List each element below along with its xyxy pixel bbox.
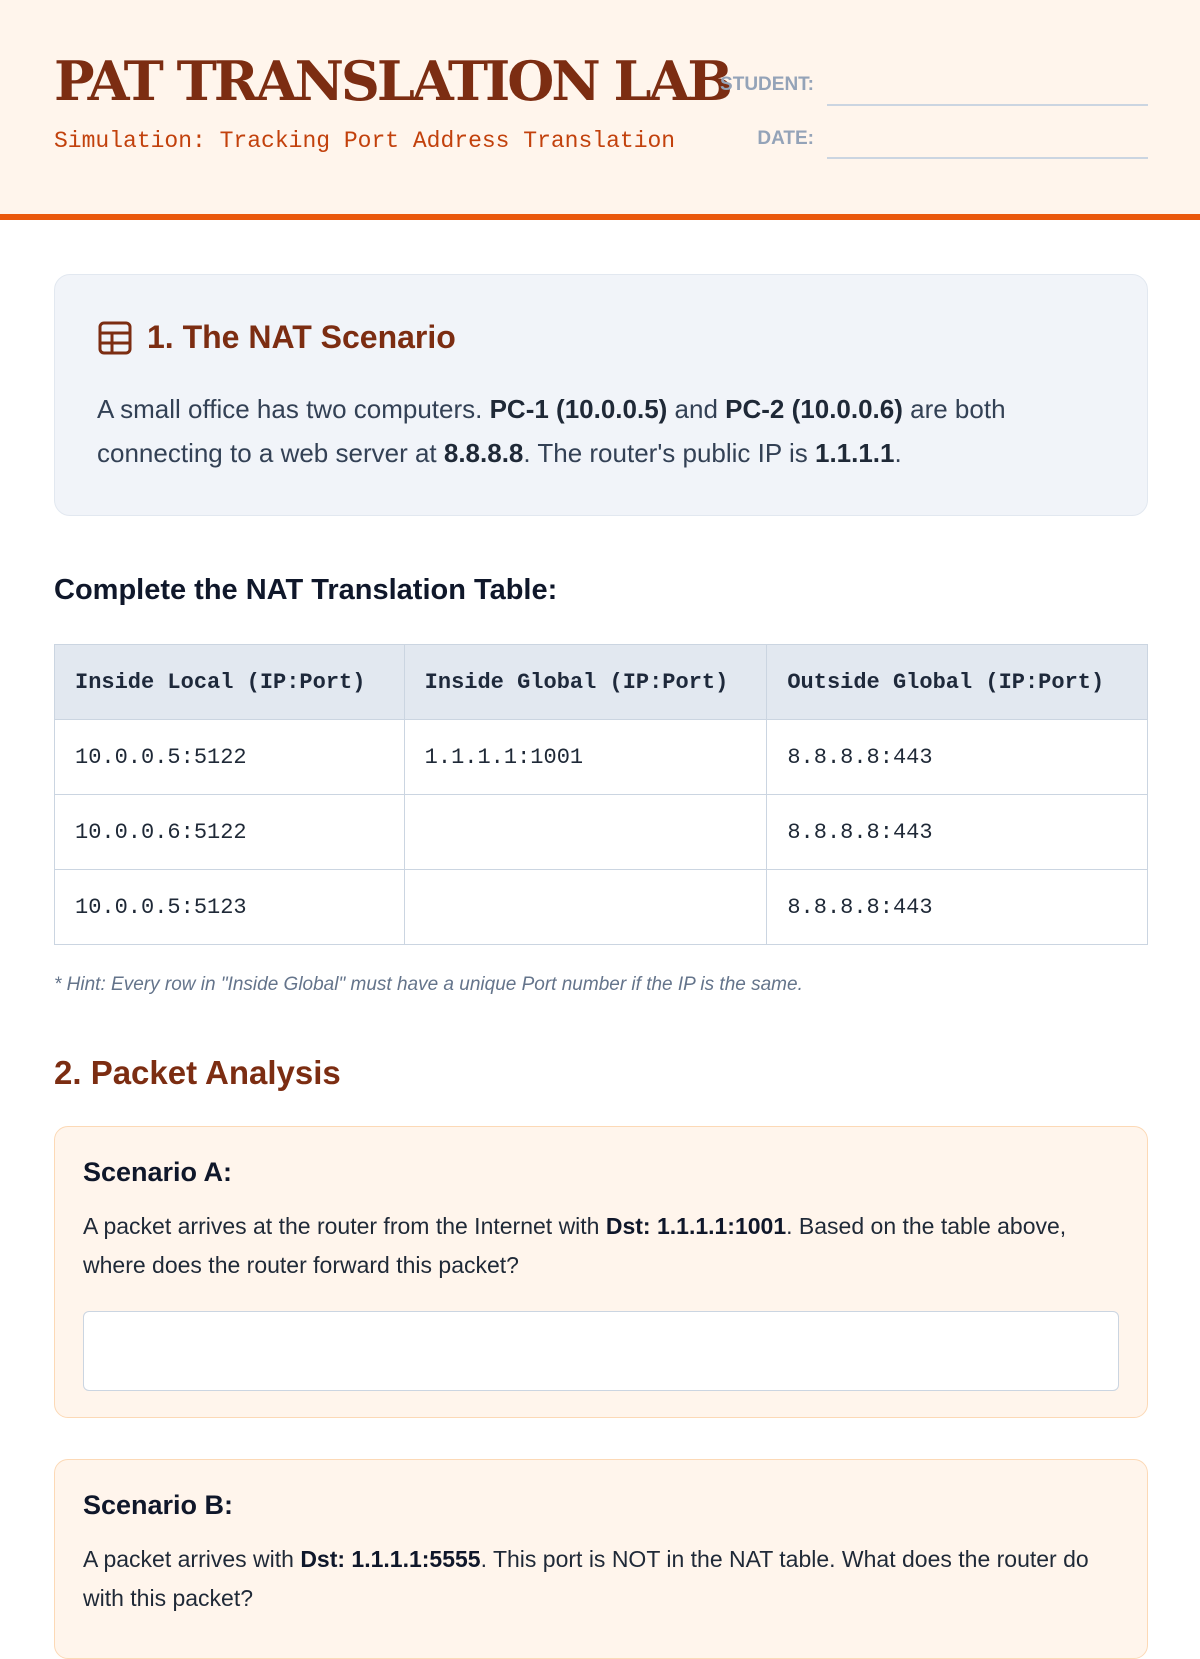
student-label: STUDENT: (720, 74, 814, 95)
inside-global-answer-cell[interactable] (404, 795, 767, 870)
section2-title: 2. Packet Analysis (54, 1054, 341, 1091)
header-inside-global: Inside Global (IP:Port) (404, 645, 767, 720)
scenario-heading (97, 319, 456, 356)
inside-global-cell: 1.1.1.1:1001 (404, 720, 767, 795)
table-header-row (55, 645, 1148, 720)
scenario-b-title: Scenario B: (83, 1490, 234, 1520)
scenario-b-card (54, 1459, 1148, 1659)
outside-global-cell: 8.8.8.8:443 (767, 720, 1148, 795)
inside-local-cell: 10.0.0.5:5123 (55, 870, 405, 945)
scenario-a-card (54, 1126, 1148, 1418)
scenario-description: A small office has two computers. PC-1 (10.0.0.5) and PC-2 (10.0.0.6) are both connecting to a web server at 8.8.8.8. The router's public IP is 1.1.1.1. (97, 394, 1006, 468)
nat-translation-table (54, 644, 1148, 945)
inside-global-answer-cell[interactable] (404, 870, 767, 945)
header-inside-local: Inside Local (IP:Port) (55, 645, 405, 720)
table-hint: * Hint: Every row in "Inside Global" must have a unique Port number if the IP is the same. (54, 974, 803, 995)
date-label: DATE: (757, 128, 814, 149)
scenario-b-question: A packet arrives with Dst: 1.1.1.1:5555. This port is NOT in the NAT table. What does the router do with this packet? (83, 1546, 1089, 1611)
inside-local-cell: 10.0.0.6:5122 (55, 795, 405, 870)
table-row (55, 795, 1148, 870)
student-name-field[interactable] (827, 104, 1148, 106)
inside-local-cell: 10.0.0.5:5122 (55, 720, 405, 795)
page-header (0, 0, 1200, 220)
scenario-a-title: Scenario A: (83, 1157, 233, 1187)
outside-global-cell: 8.8.8.8:443 (767, 870, 1148, 945)
date-field[interactable] (827, 157, 1148, 159)
table-row (55, 720, 1148, 795)
outside-global-cell: 8.8.8.8:443 (767, 795, 1148, 870)
section1-title: 1. The NAT Scenario (147, 319, 456, 355)
table-grid-icon (97, 320, 133, 356)
table-title: Complete the NAT Translation Table: (54, 574, 558, 606)
header-outside-global: Outside Global (IP:Port) (767, 645, 1148, 720)
scenario-a-answer-box[interactable] (83, 1311, 1119, 1391)
nat-scenario-card (54, 274, 1148, 516)
page-title: PAT TRANSLATION LAB (54, 49, 730, 113)
page-subtitle: Simulation: Tracking Port Address Translation (54, 128, 676, 154)
scenario-a-question: A packet arrives at the router from the Internet with Dst: 1.1.1.1:1001. Based on the table above, where does the router forward this packet? (83, 1213, 1067, 1278)
table-row (55, 870, 1148, 945)
